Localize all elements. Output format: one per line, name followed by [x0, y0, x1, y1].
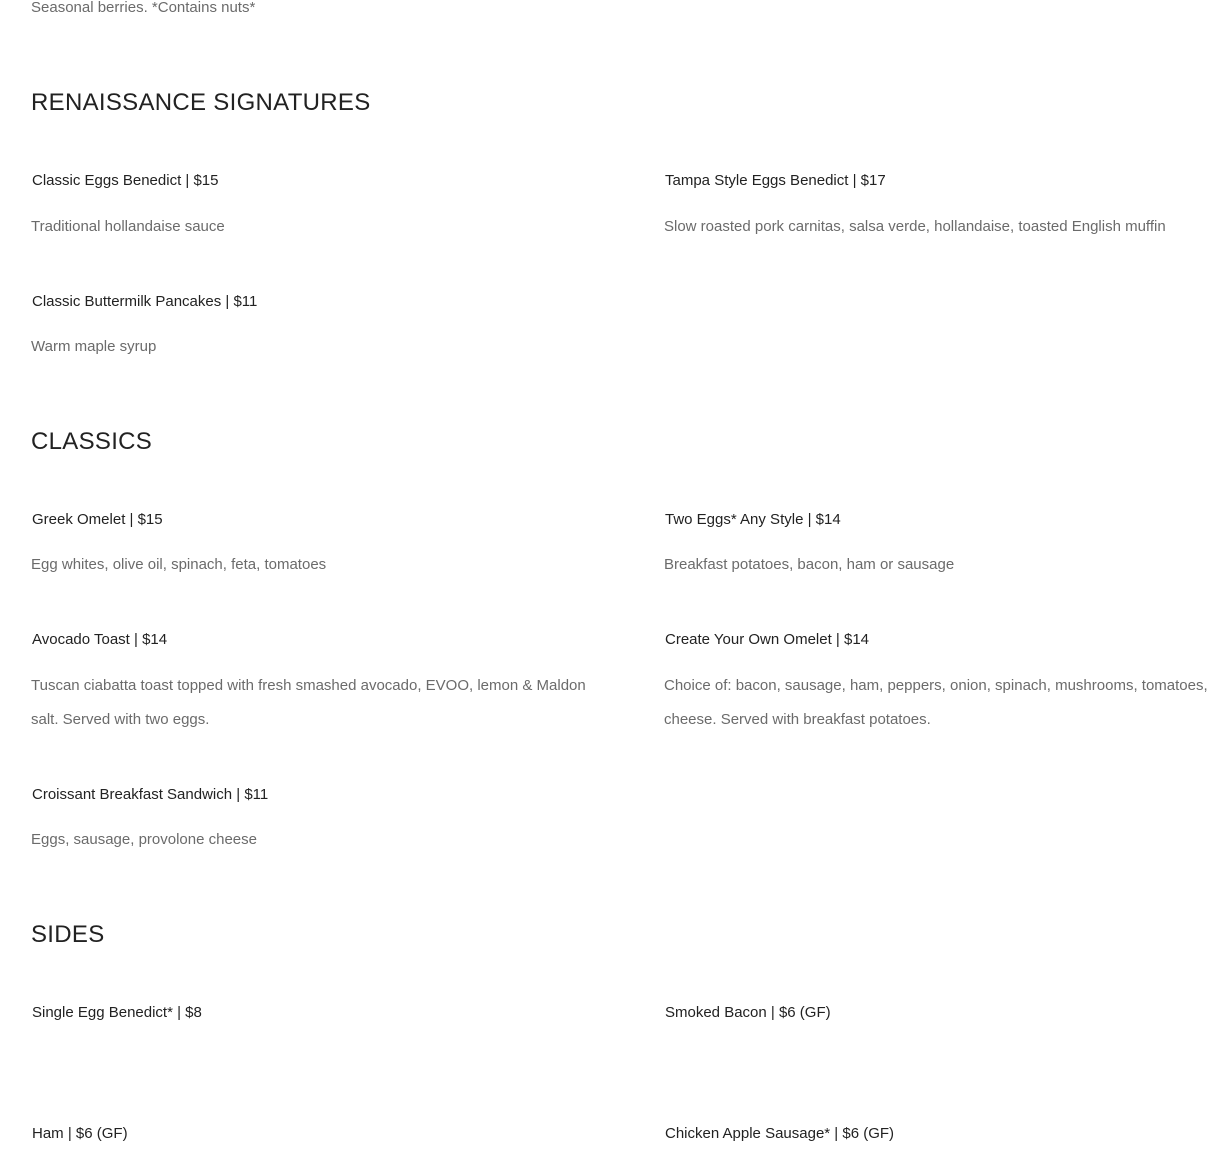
menu-item-title: Classic Buttermilk Pancakes | $11	[32, 293, 258, 310]
menu-item-title: Single Egg Benedict* | $8	[32, 1004, 202, 1021]
menu-item-title: Avocado Toast | $14	[32, 631, 168, 648]
section-title-classics: CLASSICS	[31, 428, 153, 455]
menu-item-description: Warm maple syrup	[31, 338, 157, 355]
menu-item-title: Classic Eggs Benedict | $15	[32, 172, 219, 189]
menu-item-title: Two Eggs* Any Style | $14	[665, 511, 841, 528]
menu-item-title: Smoked Bacon | $6 (GF)	[665, 1004, 831, 1021]
menu-item-title: Croissant Breakfast Sandwich | $11	[32, 786, 269, 803]
menu-item-description: Breakfast potatoes, bacon, ham or sausage	[664, 556, 955, 573]
menu-item-description: Tuscan ciabatta toast topped with fresh smashed avocado, EVOO, lemon & Maldon salt. Served with two eggs.	[31, 677, 586, 728]
menu-item-description: Traditional hollandaise sauce	[31, 218, 225, 235]
menu-item-title: Create Your Own Omelet | $14	[665, 631, 870, 648]
menu-item-description: Slow roasted pork carnitas, salsa verde, hollandaise, toasted English muffin	[664, 218, 1166, 235]
menu-item-title: Greek Omelet | $15	[32, 511, 163, 528]
menu-item-description: Choice of: bacon, sausage, ham, peppers, onion, spinach, mushrooms, tomatoes, cheese. Served with breakfast potatoes.	[664, 677, 1208, 728]
item-description: Seasonal berries. *Contains nuts*	[31, 0, 256, 16]
section-title-sides: SIDES	[31, 921, 105, 948]
menu-item-title: Chicken Apple Sausage* | $6 (GF)	[665, 1125, 895, 1142]
section-title-signatures: RENAISSANCE SIGNATURES	[31, 89, 371, 116]
menu-item-title: Tampa Style Eggs Benedict | $17	[665, 172, 886, 189]
menu-item-description: Egg whites, olive oil, spinach, feta, tomatoes	[31, 556, 327, 573]
menu-item-title: Ham | $6 (GF)	[32, 1125, 128, 1142]
menu-item-description: Eggs, sausage, provolone cheese	[31, 831, 257, 848]
